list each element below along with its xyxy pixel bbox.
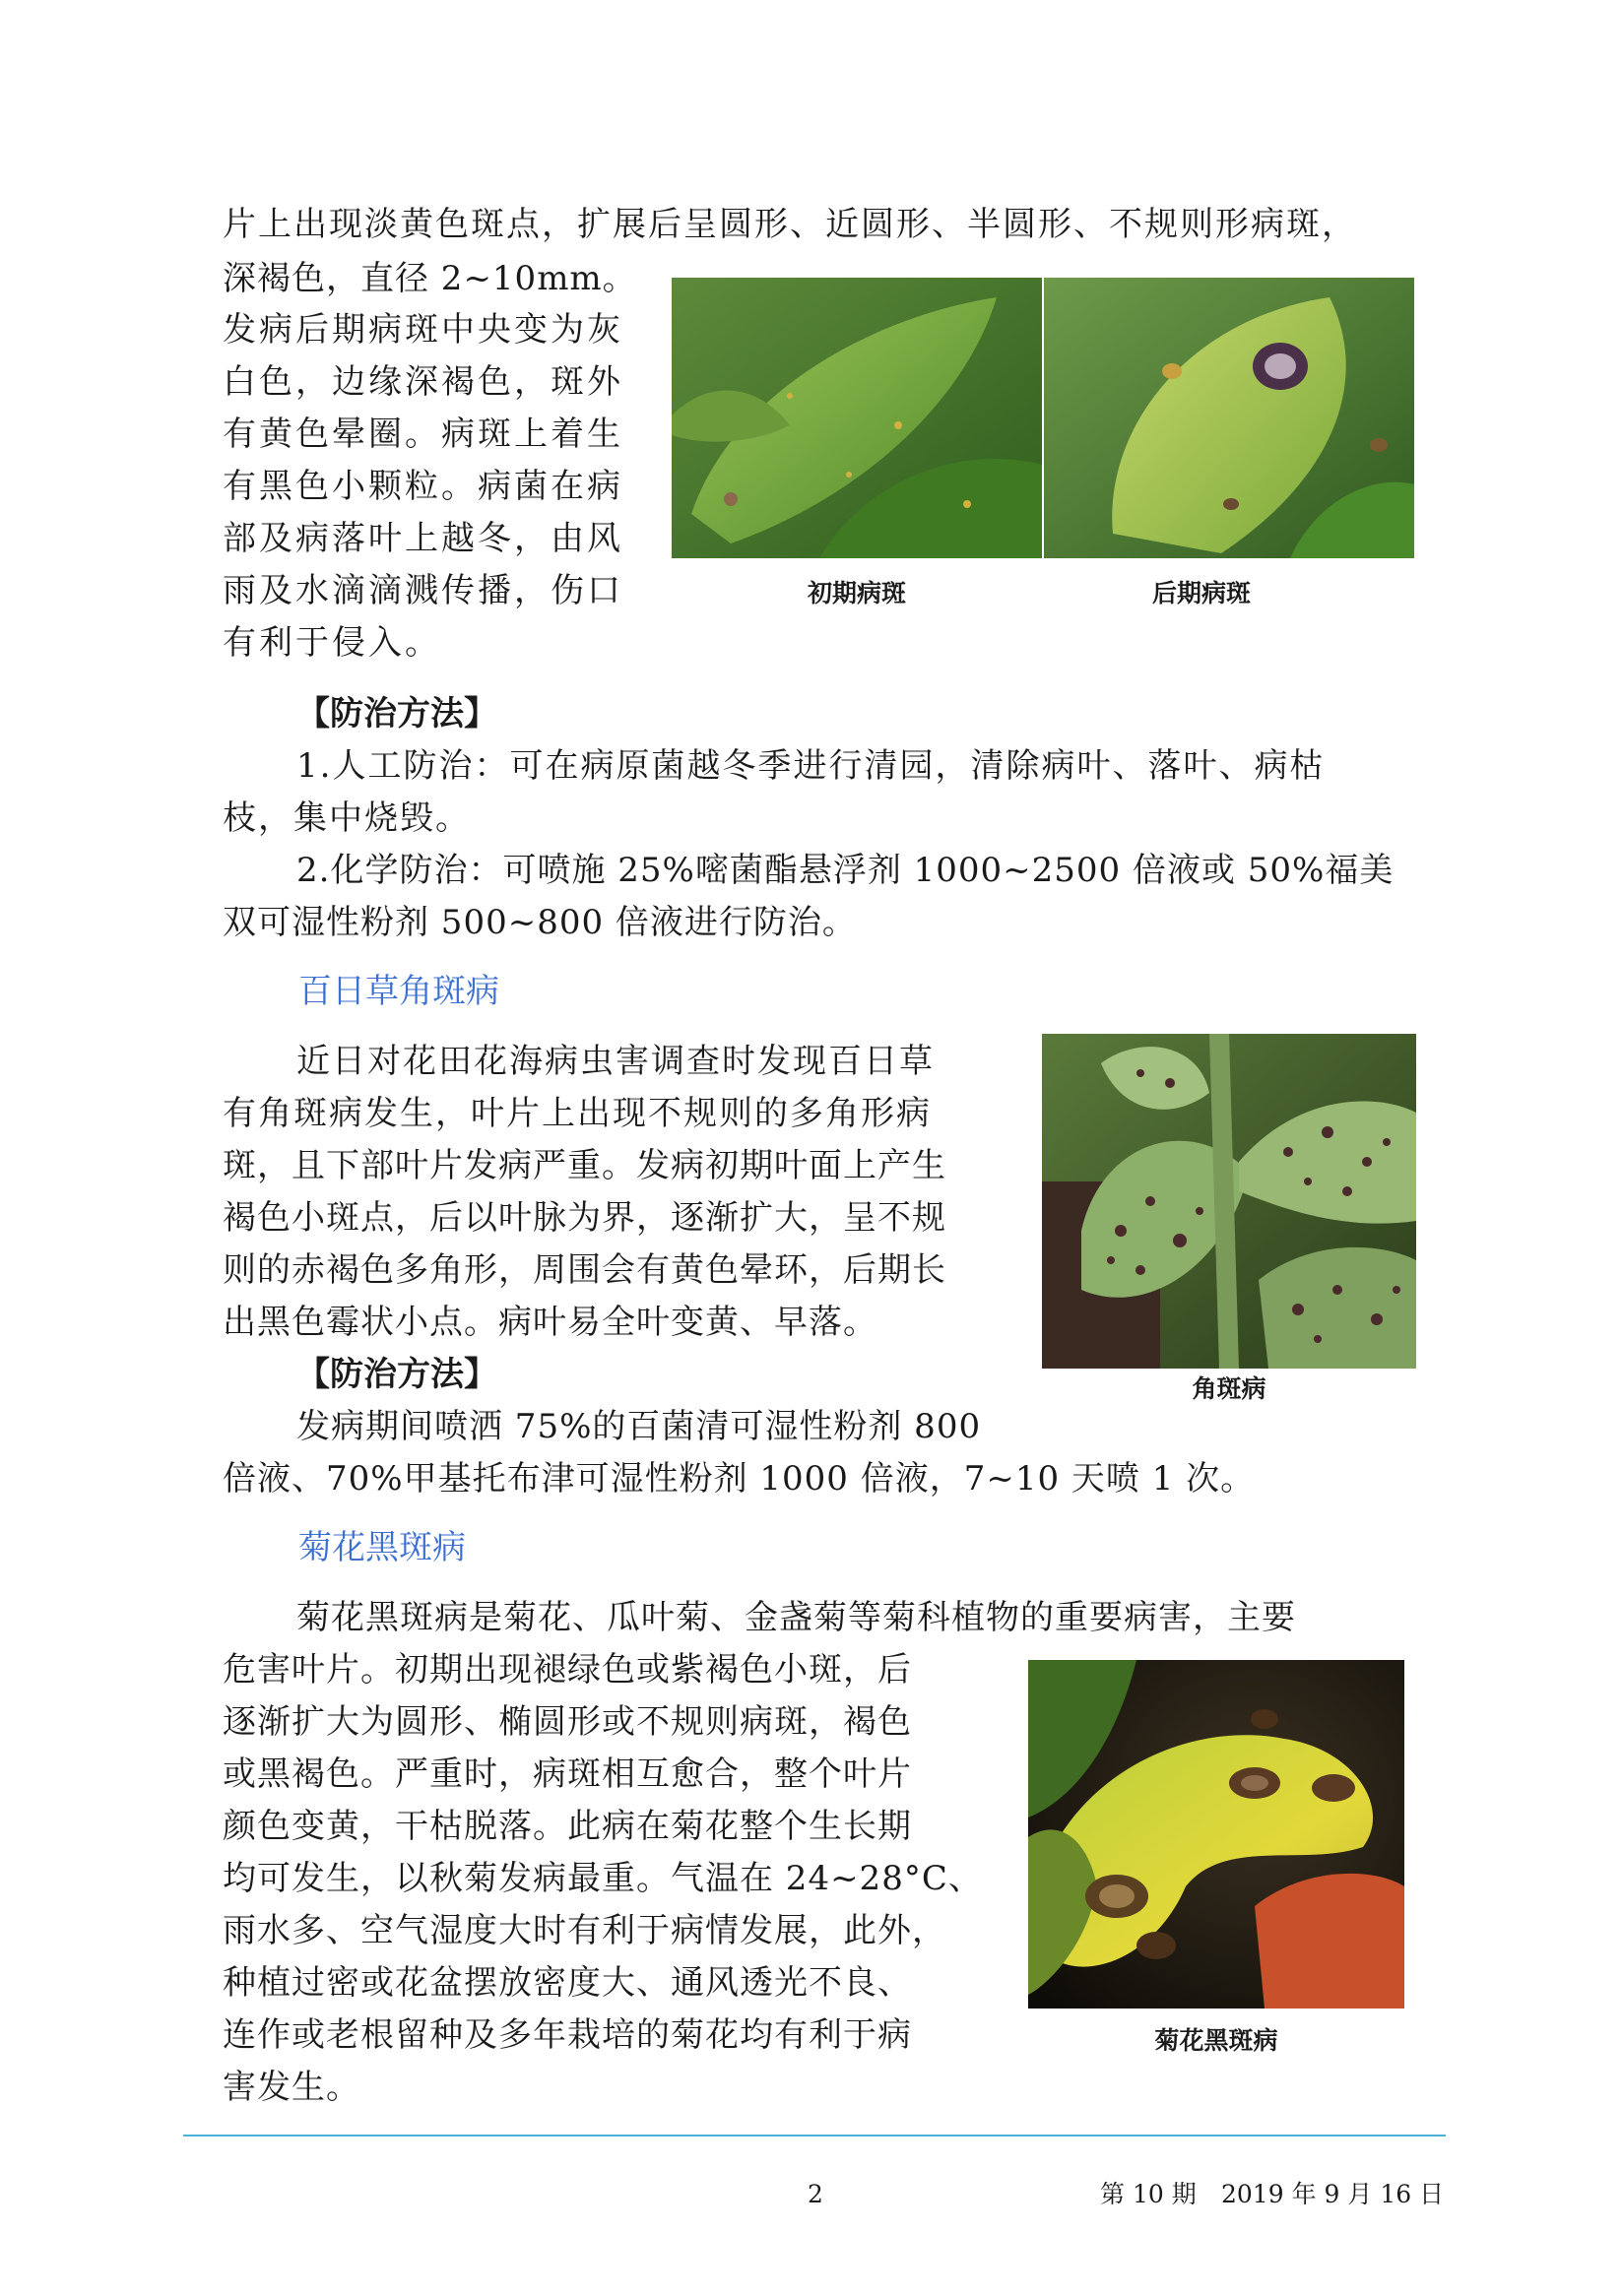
body-text-line: 部及病落叶上越冬，由风 xyxy=(223,519,623,558)
body-text-line: 深褐色，直径 2~10mm。 xyxy=(223,259,637,298)
section-title-zinnia: 百日草角斑病 xyxy=(298,972,499,1011)
photo-chrysanthemum-black-spot xyxy=(1028,1660,1404,2009)
body-text-line: 出黑色霉状小点。病叶易全叶变黄、早落。 xyxy=(223,1303,877,1342)
body-text-line: 有角斑病发生，叶片上出现不规则的多角形病 xyxy=(223,1094,932,1133)
photo-angular-leaf-spot xyxy=(1042,1034,1416,1369)
body-text-line: 连作或老根留种及多年栽培的菊花均有利于病 xyxy=(223,2015,912,2055)
body-text-line: 危害叶片。初期出现褪绿色或紫褐色小斑，后 xyxy=(223,1650,912,1690)
body-text-line: 逐渐扩大为圆形、椭圆形或不规则病斑，褐色 xyxy=(223,1702,912,1742)
method-heading: 【防治方法】 xyxy=(296,1355,497,1394)
body-text-line: 白色，边缘深褐色，斑外 xyxy=(223,362,623,402)
method-heading: 【防治方法】 xyxy=(296,694,497,733)
body-text-line: 近日对花田花海病虫害调查时发现百日草 xyxy=(296,1042,935,1081)
caption-early-lesion: 初期病斑 xyxy=(807,579,906,607)
body-text-line: 发病后期病斑中央变为灰 xyxy=(223,310,623,350)
page-number: 2 xyxy=(808,2180,823,2208)
photo-early-lesion xyxy=(672,278,1042,558)
method-text-line: 双可湿性粉剂 500~800 倍液进行防治。 xyxy=(223,903,857,942)
body-text-line: 斑，且下部叶片发病严重。发病初期叶面上产生 xyxy=(223,1146,946,1185)
body-text-line: 有黑色小颗粒。病菌在病 xyxy=(223,467,623,506)
method-text-line: 倍液、70%甲基托布津可湿性粉剂 1000 倍液，7~10 天喷 1 次。 xyxy=(223,1459,1256,1499)
body-text-line: 或黑褐色。严重时，病斑相互愈合，整个叶片 xyxy=(223,1754,912,1794)
body-text-line: 有利于侵入。 xyxy=(223,623,441,663)
leaf-photo-angular-spot xyxy=(1042,1034,1416,1369)
body-text-line: 片上出现淡黄色斑点，扩展后呈圆形、近圆形、半圆形、不规则形病斑， xyxy=(223,205,1357,244)
body-text-line: 褐色小斑点，后以叶脉为界，逐渐扩大，呈不规 xyxy=(223,1198,946,1238)
caption-black-spot: 菊花黑斑病 xyxy=(1154,2026,1278,2055)
leaf-photo-late xyxy=(1044,278,1414,558)
method-text-line: 发病期间喷洒 75%的百菌清可湿性粉剂 800 xyxy=(296,1407,982,1446)
section-title-chrysanthemum: 菊花黑斑病 xyxy=(298,1528,466,1567)
body-text-line: 雨水多、空气湿度大时有利于病情发展，此外， xyxy=(223,1911,946,1950)
leaf-photo-black-spot xyxy=(1028,1660,1404,2009)
method-text-line: 2.化学防治：可喷施 25%嘧菌酯悬浮剂 1000~2500 倍液或 50%福美 xyxy=(296,851,1395,890)
body-text-line: 菊花黑斑病是菊花、瓜叶菊、金盏菊等菊科植物的重要病害，主要 xyxy=(296,1598,1296,1637)
body-text-line: 有黄色晕圈。病斑上着生 xyxy=(223,415,623,454)
body-text-line: 雨及水滴滴溅传播，伤口 xyxy=(223,571,623,610)
body-text-line: 种植过密或花盆摆放密度大、通风透光不良、 xyxy=(223,1963,912,2003)
caption-late-lesion: 后期病斑 xyxy=(1151,579,1251,607)
body-text-line: 颜色变黄，干枯脱落。此病在菊花整个生长期 xyxy=(223,1807,912,1846)
caption-angular-spot: 角斑病 xyxy=(1192,1374,1266,1403)
leaf-photo-early xyxy=(672,278,1042,558)
issue-number: 第 10 期 xyxy=(1100,2180,1197,2208)
method-text-line: 1.人工防治：可在病原菌越冬季进行清园，清除病叶、落叶、病枯 xyxy=(296,746,1326,786)
issue-date: 2019 年 9 月 16 日 xyxy=(1221,2180,1445,2208)
footer-divider xyxy=(183,2135,1446,2137)
body-text-line: 则的赤褐色多角形，周围会有黄色晕环，后期长 xyxy=(223,1250,946,1290)
body-text-line: 害发生。 xyxy=(223,2068,360,2107)
photo-late-lesion xyxy=(1044,278,1414,558)
body-text-line: 均可发生，以秋菊发病最重。气温在 24~28°C、 xyxy=(223,1859,983,1898)
method-text-line: 枝，集中烧毁。 xyxy=(223,798,471,838)
